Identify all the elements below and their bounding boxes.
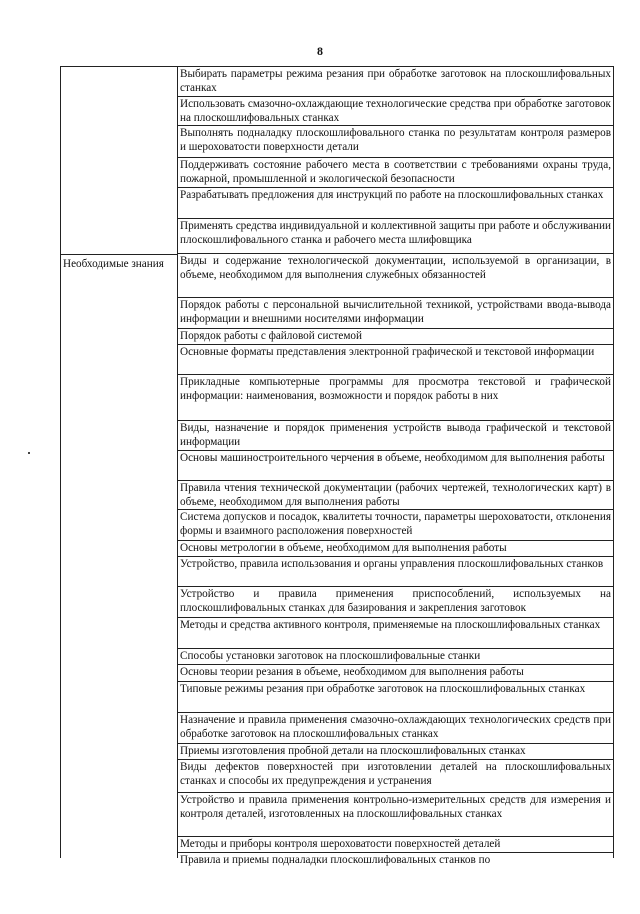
table-row: Основные форматы представления электронной графической и текстовой информации [178,345,613,375]
table-row: Применять средства индивидуальной и коллективной защиты при работе и обслуживании плоскошлифовального станка и рабочего места шлифовщика [178,219,613,254]
table-row: Разрабатывать предложения для инструкций по работе на плоскошлифовальных станках [178,188,613,219]
table-row: Прикладные компьютерные программы для просмотра текстовой и графической информации: наименования, возможности и порядок работы в них [178,375,613,421]
table-row: Основы теории резания в объеме, необходимом для выполнения работы [178,665,613,682]
table-row: Основы машиностроительного черчения в объеме, необходимом для выполнения работы [178,451,613,481]
table-row: Устройство, правила использования и органы управления плоскошлифовальных станков [178,557,613,587]
table-row: Выбирать параметры режима резания при обработке заготовок на плоскошлифовальных станках [178,67,613,97]
table-row: Устройство и правила применения приспособлений, используемых на плоскошлифовальных станках для базирования и закрепления заготовок [178,587,613,618]
table-row: Методы и приборы контроля шероховатости поверхностей деталей [178,837,613,853]
table-rows [178,67,613,869]
table-row: Виды дефектов поверхностей при изготовлении деталей на плоскошлифовальных станках и способы их предупреждения и устранения [178,760,613,793]
table-row: Виды, назначение и порядок применения устройств вывода графической и текстовой информации [178,421,613,451]
table-row: Правила чтения технической документации (рабочих чертежей, технологических карт) в объеме, необходимом для выполнения работы [178,481,613,510]
table-row: Использовать смазочно-охлаждающие технологические средства при обработке заготовок на плоскошлифовальных станках [178,97,613,126]
table-row: Порядок работы с персональной вычислительной техникой, устройствами ввода-вывода информации и внешними носителями информации [178,298,613,329]
section-divider [60,254,177,255]
table-row: Система допусков и посадок, квалитеты точности, параметры шероховатости, отклонения формы и взаимного расположения поверхностей [178,510,613,541]
requirements-table [60,66,614,866]
page-number: 8 [317,44,323,58]
table-row: Назначение и правила применения смазочно-охлаждающих технологических средств при обработке заготовок на плоскошлифовальных станках [178,713,613,744]
table-row: Основы метрологии в объеме, необходимом для выполнения работы [178,541,613,557]
table-row: Поддерживать состояние рабочего места в соответствии с требованиями охраны труда, пожарной, промышленной и экологической безопасности [178,158,613,188]
table-row: Виды и содержание технологической документации, используемой в организации, в объеме, необходимом для выполнения служебных обязанностей [178,254,613,298]
table-row: Выполнять подналадку плоскошлифовального станка по результатам контроля размеров и шероховатости поверхности детали [178,126,613,158]
table-row: Устройство и правила применения контрольно-измерительных средств для измерения и контроля деталей, изготовленных на плоскошлифовальных станках [178,793,613,837]
table-row: Порядок работы с файловой системой [178,329,613,345]
scan-speck [28,452,30,454]
table-left-border [60,67,61,858]
table-row: Правила и приемы подналадки плоскошлифовальных станков по [180,854,491,866]
table-row: Приемы изготовления пробной детали на плоскошлифовальных станках [178,744,613,760]
knowledge-group-label: Необходимые знания [63,258,164,270]
table-row: Типовые режимы резания при обработке заготовок на плоскошлифовальных станках [178,682,613,713]
table-row: Методы и средства активного контроля, применяемые на плоскошлифовальных станках [178,618,613,649]
table-row: Способы установки заготовок на плоскошлифовальные станки [178,649,613,665]
